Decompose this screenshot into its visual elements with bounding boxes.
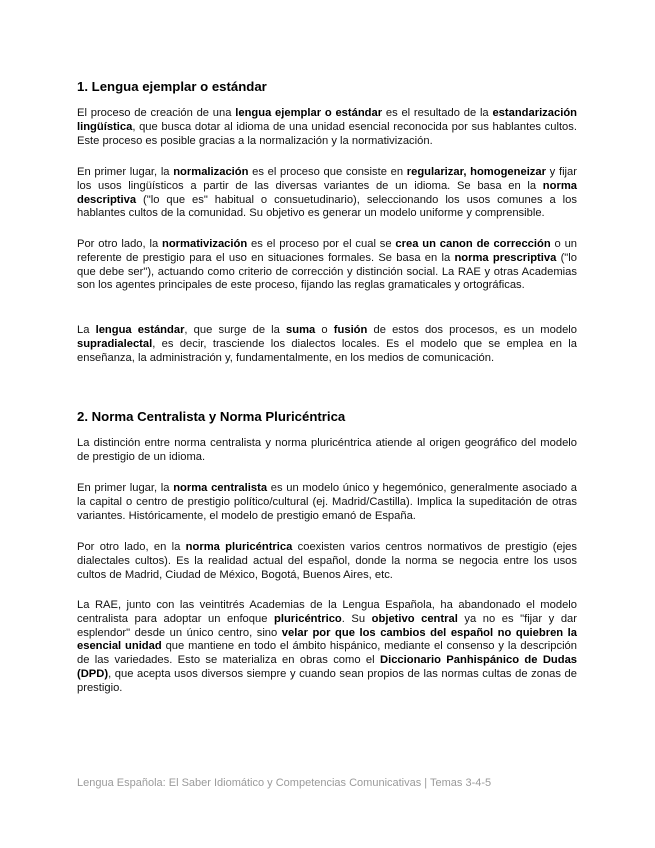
text-run: coexisten varios centros normativos de prestigio (ejes dialectales cultos). Es la realidad actual del español, donde la norma se negocia entre los usos cultos de Madrid, Ciudad de México, Bogotá, Buenos Aires, etc. <box>77 541 578 581</box>
text-run: o <box>315 324 334 336</box>
bold-term: regularizar, homogeneizar <box>406 166 546 178</box>
bold-term: velar por que los cambios del español no quiebren la esencial unidad <box>77 626 577 653</box>
text-run: En primer lugar, la <box>77 166 174 178</box>
text-run: En primer lugar, la <box>77 482 174 494</box>
text-run: es un modelo único y hegemónico, generalmente asociado a la capital o centro de prestigio político/cultural (ej. Madrid/Castilla). Implica la supeditación de otras variantes. Históricamente, el modelo de prestigio emanó de España. <box>77 482 577 522</box>
bold-term: norma centralista <box>173 482 268 494</box>
bold-term: norma pluricéntrica <box>185 541 293 553</box>
text-run: El proceso de creación de una <box>77 107 236 119</box>
text-run: ("lo que debe ser"), actuando como criterio de corrección y distinción social. La RAE y otras Academias son los agentes principales de este proceso, fijando las reglas gramaticales y ortográficas. <box>77 251 577 292</box>
text-run: o un referente de prestigio para el uso en situaciones formales. Se basa en la <box>77 238 578 264</box>
bold-term: lengua estándar <box>95 324 185 336</box>
section-2-paragraph-3 <box>77 541 577 582</box>
section-1-paragraph-1 <box>77 107 577 148</box>
text-run: La <box>77 324 96 336</box>
bold-term: norma prescriptiva <box>454 251 557 264</box>
page-footer: Lengua Española: El Saber Idiomático y Competencias Comunicativas | Temas 3-4-5 <box>77 777 492 789</box>
text-run: de estos dos procesos, es un modelo <box>367 324 577 336</box>
text-run: , que acepta usos diversos siempre y cuando sean propios de las normas cultas de zonas de prestigio. <box>77 667 577 694</box>
text-run: Por otro lado, en la <box>77 541 186 553</box>
text-run: La RAE, junto con las veintitrés Academias de la Lengua Española, ha abandonado el modelo centralista para adoptar un enfoque <box>77 599 577 625</box>
text-run: . Su <box>341 612 372 625</box>
bold-term: suma <box>286 324 316 336</box>
section-1-title: 1. Lengua ejemplar o estándar <box>77 79 267 94</box>
text-run: es el proceso por el cual se <box>247 238 396 250</box>
section-2-title: 2. Norma Centralista y Norma Pluricéntrica <box>77 409 346 424</box>
text-run: es el resultado de la <box>382 107 493 119</box>
bold-term: norma descriptiva <box>77 179 577 206</box>
bold-term: fusión <box>333 324 368 336</box>
bold-term: normalización <box>173 166 249 178</box>
text-run: La distinción entre norma centralista y norma pluricéntrica atiende al origen geográfico del modelo de prestigio de un idioma. <box>77 437 577 463</box>
section-2-paragraph-2 <box>77 482 577 523</box>
bold-term: supradialectal <box>77 337 153 350</box>
section-1-paragraph-4 <box>77 324 577 365</box>
bold-term: normativización <box>162 238 248 250</box>
text-run: ("lo que es" habitual o consuetudinario), seleccionando los usos comunes a los hablantes cultos de la comunidad. Su objetivo es generar un modelo uniforme y comprensible. <box>77 193 577 220</box>
bold-term: Diccionario Panhispánico de Dudas (DPD) <box>77 654 578 680</box>
text-run: es el proceso que consiste en <box>248 166 407 178</box>
bold-term: lengua ejemplar o estándar <box>235 107 383 119</box>
bold-term: crea un canon de corrección <box>395 238 551 250</box>
section-2-paragraph-4 <box>77 599 577 696</box>
text-run: ya no es "fijar y dar esplendor" desde un único centro, sino <box>77 612 577 639</box>
text-run: que mantiene en todo el ámbito hispánico, mediante el consenso y la descripción de las variedades. Esto se materializa en obras como el <box>77 640 577 667</box>
text-run: y fijar los usos lingüísticos a partir de las diversas variantes de un idioma. Se basa en la <box>77 166 577 192</box>
bold-term: pluricéntrico <box>274 612 342 625</box>
text-run: , que busca dotar al idioma de una unidad esencial reconocida por sus hablantes cultos. Este proceso es posible gracias a la normalización y la normativización. <box>77 120 577 147</box>
bold-term: objetivo central <box>371 612 458 625</box>
section-1-paragraph-3 <box>77 238 577 293</box>
text-run: , es decir, trasciende los dialectos locales. Es el modelo que se emplea en la enseñanza, la administración y, fundamentalmente, en los medios de comunicación. <box>77 337 577 364</box>
text-run: Por otro lado, la <box>77 238 163 250</box>
bold-term: estandarización lingüística <box>77 107 577 133</box>
section-2-paragraph-1 <box>77 437 577 465</box>
section-1-paragraph-2 <box>77 166 577 221</box>
text-run: , que surge de la <box>184 324 287 336</box>
